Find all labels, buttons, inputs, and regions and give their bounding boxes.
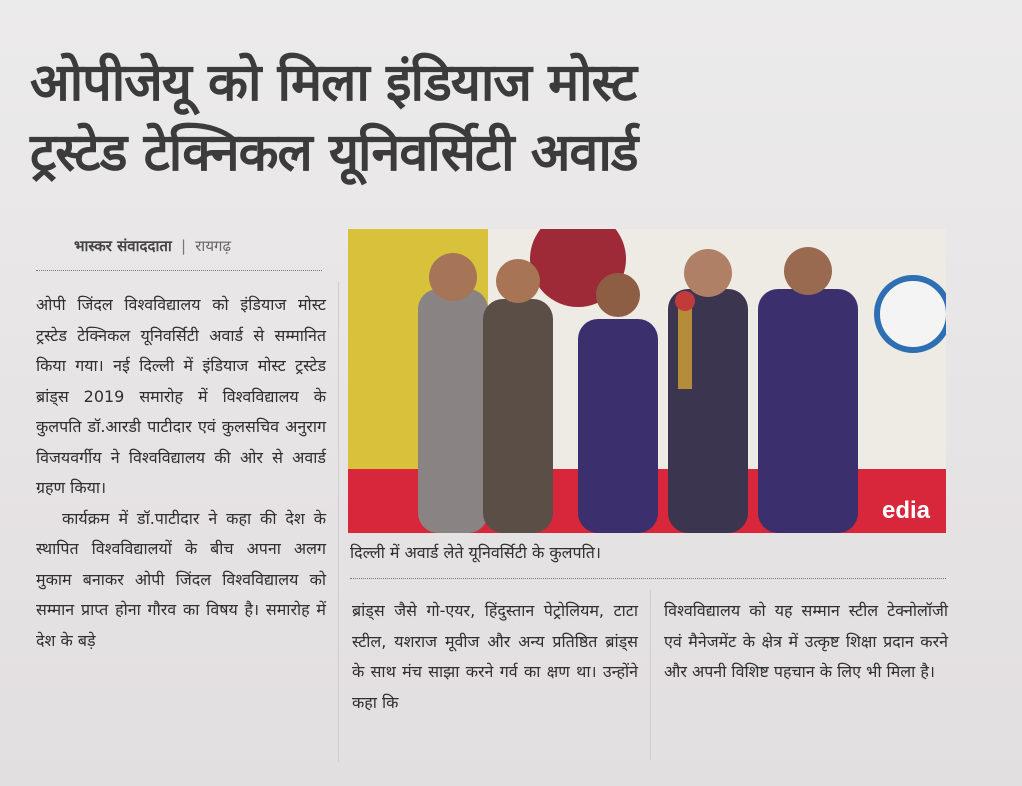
headline-line-2: ट्रस्टेड टेक्निकल यूनिवर्सिटी अवार्ड	[30, 123, 638, 183]
photo-caption: दिल्ली में अवार्ड लेते यूनिवर्सिटी के कुलपति।	[350, 543, 601, 562]
headline-line-1: ओपीजेयू को मिला इंडियाज मोस्ट	[30, 53, 637, 113]
column-divider-1	[338, 282, 339, 762]
byline-separator: |	[181, 237, 187, 255]
col1-paragraph-2: कार्यक्रम में डॉ.पाटीदार ने कहा की देश के स्थापित विश्वविद्यालयों के बीच अपना अलग मुकाम बनाकर ओपी जिंदल विश्वविद्यालय को सम्मान प्राप्त होना गौरव का विषय है। समारोह में देश के बड़े	[36, 508, 326, 650]
column-3	[664, 596, 948, 688]
byline	[74, 236, 231, 256]
award-photo	[348, 229, 946, 533]
photo-banner-text: edia	[881, 497, 930, 524]
column-2	[352, 596, 638, 718]
col2-paragraph: ब्रांड्स जैसे गो-एयर, हिंदुस्तान पेट्रोलियम, टाटा स्टील, यशराज मूवीज और अन्य प्रतिष्ठित ब्रांड्स के साथ मंच साझा करने गर्व का क्षण था। उन्होंने कहा कि	[352, 601, 638, 712]
award-trophy-icon	[678, 299, 692, 389]
column-1	[36, 290, 326, 656]
byline-rule	[36, 270, 322, 271]
caption-rule	[350, 578, 946, 579]
award-photo-illustration	[348, 229, 946, 533]
byline-author: भास्कर संवाददाता	[74, 237, 172, 255]
column-divider-2	[650, 590, 651, 760]
byline-place: रायगढ़	[195, 237, 231, 255]
col3-paragraph: विश्वविद्यालय को यह सम्मान स्टील टेक्नोलॉजी एवं मैनेजमेंट के क्षेत्र में उत्कृष्ट शिक्षा प्रदान करने और अपनी विशिष्ट पहचान के लिए भी मिला है।	[664, 601, 948, 681]
headline	[30, 48, 890, 188]
col1-paragraph-1: ओपी जिंदल विश्वविद्यालय को इंडियाज मोस्ट ट्रस्टेड टेक्निकल यूनिवर्सिटी अवार्ड से सम्मानित किया गया। नई दिल्ली में इंडियाज मोस्ट ट्रस्टेड ब्रांड्स 2019 समारोह में विश्वविद्यालय के कुलपति डॉ.आरडी पाटीदार एवं कुलसचिव अनुराग विजयवर्गीय ने विश्वविद्यालय की ओर से अवार्ड ग्रहण किया।	[36, 295, 326, 497]
